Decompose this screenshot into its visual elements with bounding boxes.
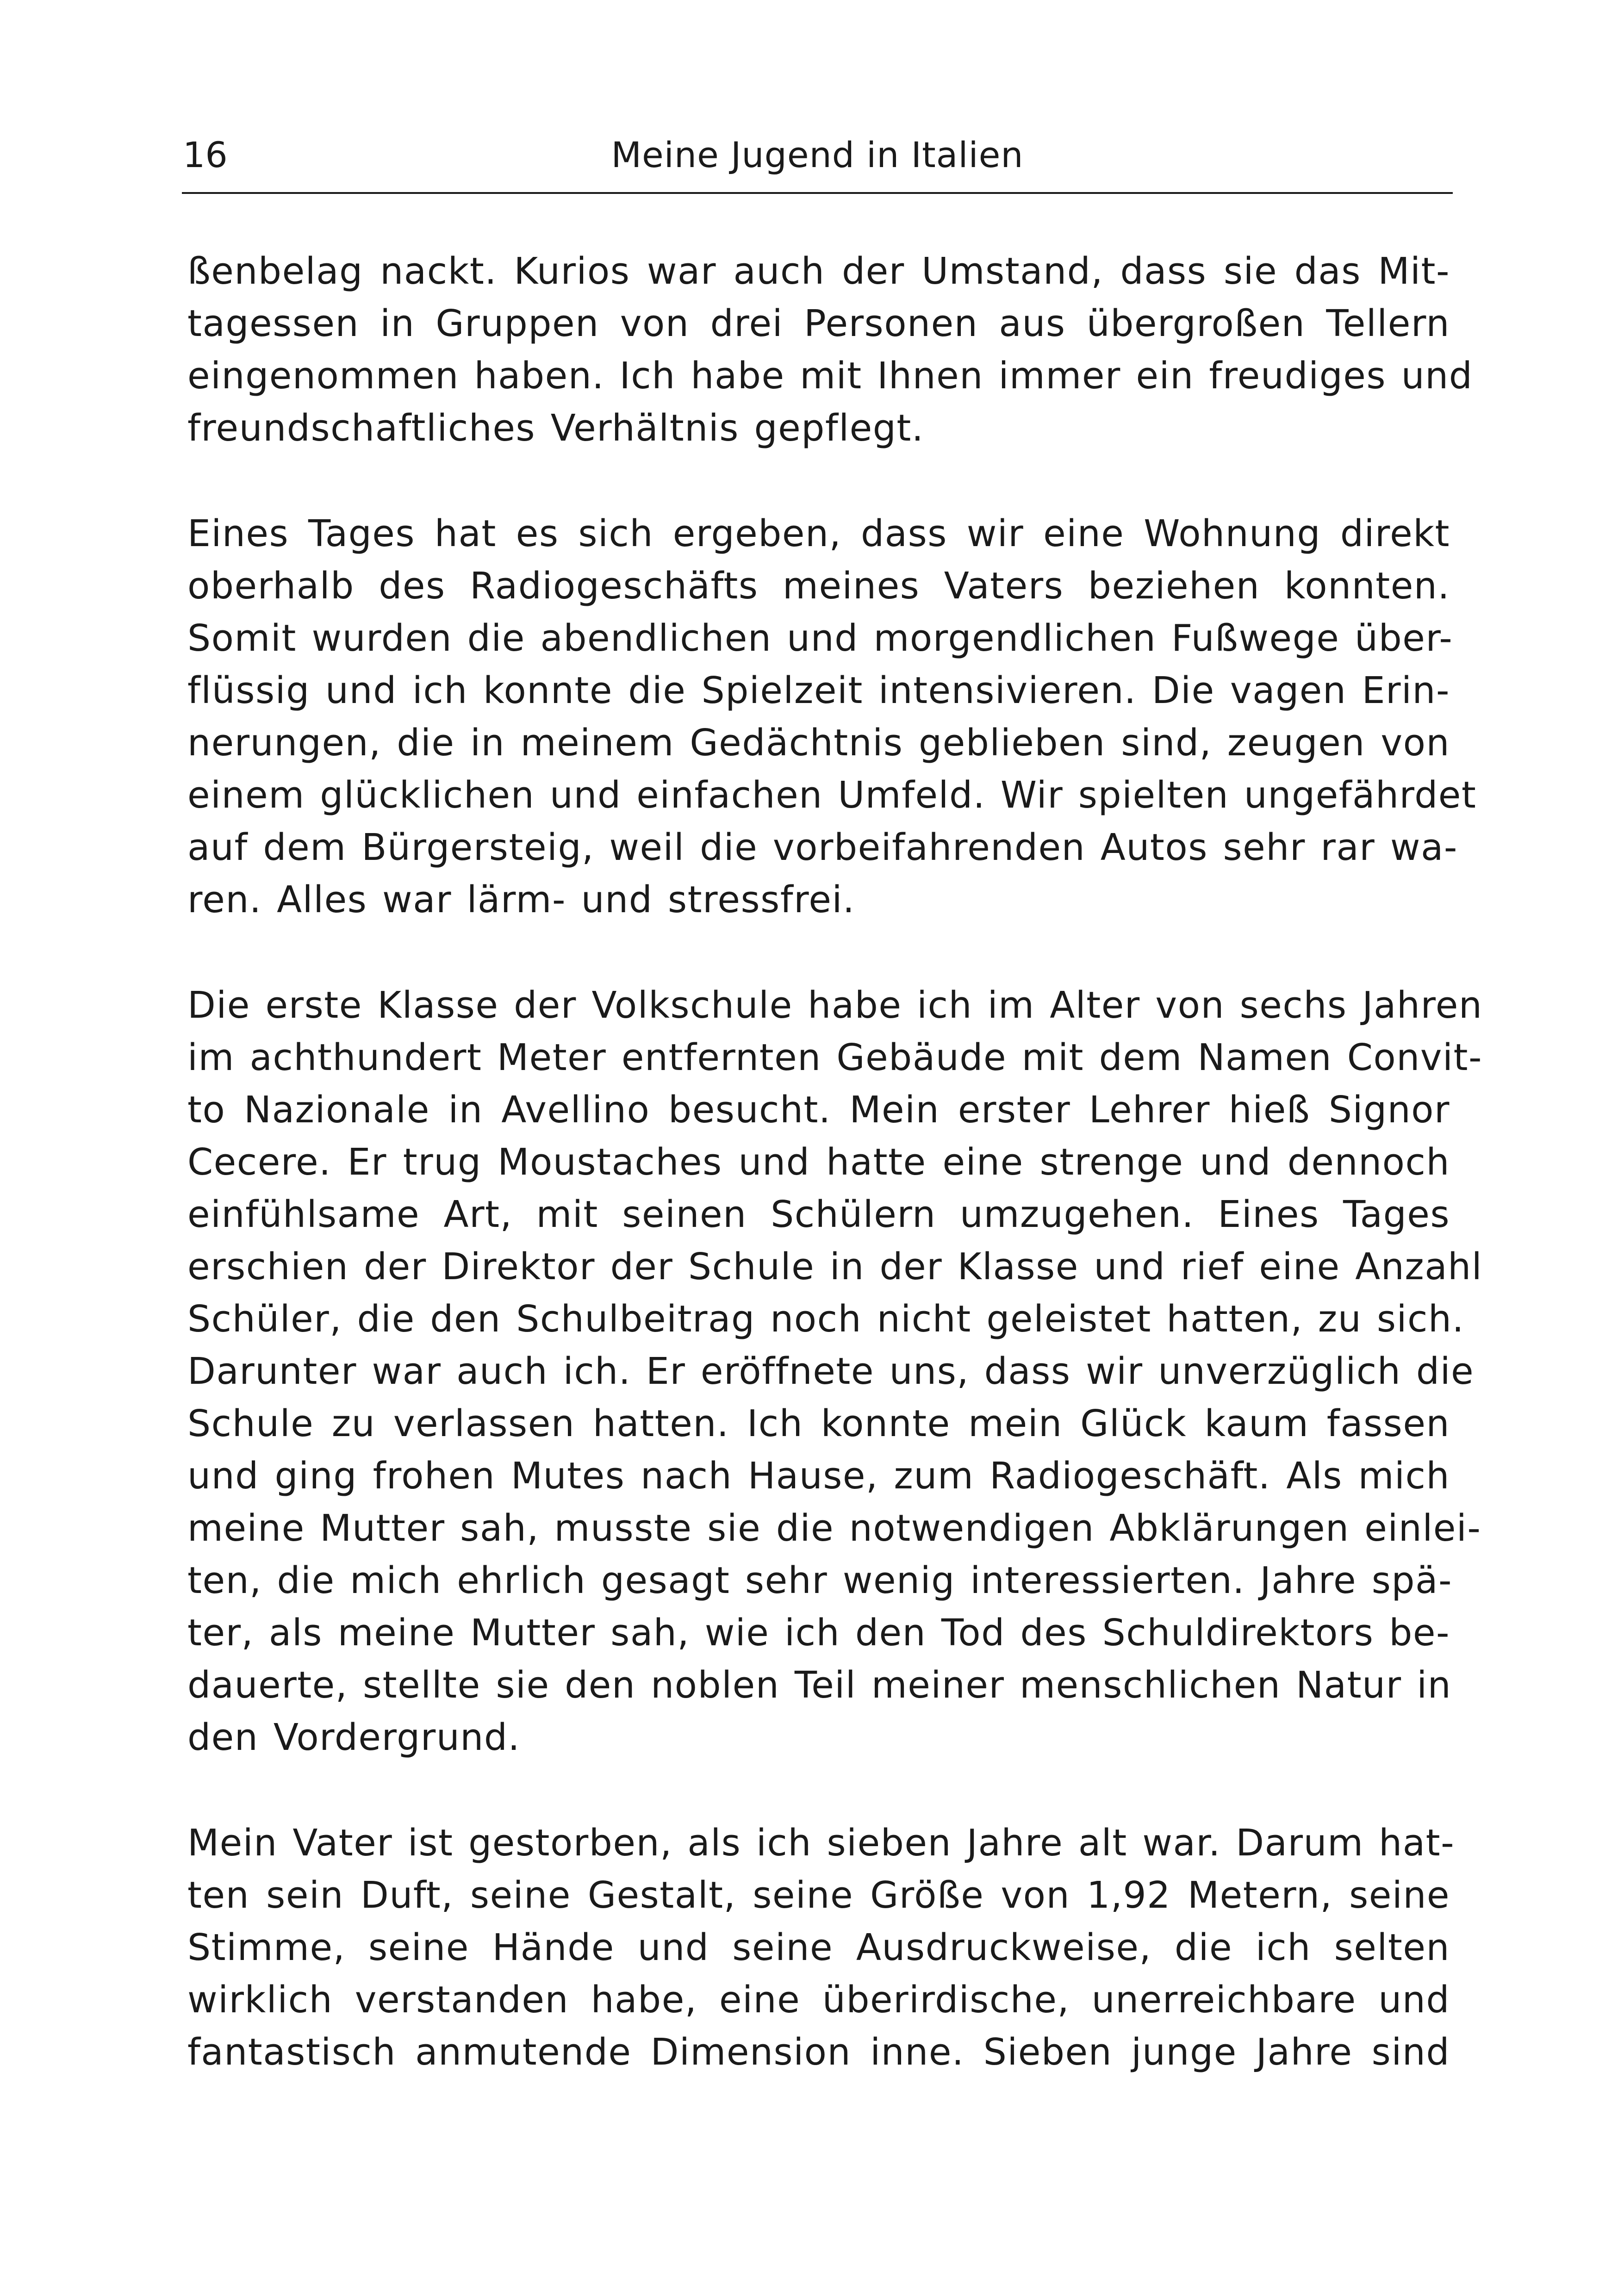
text-line: fantastisch anmutende Dimension inne. Sieben junge Jahre sind [187, 2031, 1450, 2073]
text-line: Darunter war auch ich. Er eröffnete uns, dass wir unverzüglich die [187, 1350, 1475, 1393]
text-line: tagessen in Gruppen von drei Personen aus übergroßen Tellern [187, 302, 1450, 345]
page-header [182, 130, 1453, 194]
text-line: Schüler, die den Schulbeitrag noch nicht geleistet hatten, zu sich. [187, 1298, 1465, 1340]
text-line: freundschaftliches Verhältnis gepflegt. [187, 407, 924, 449]
text-line: Somit wurden die abendlichen und morgendlichen Fußwege über- [187, 617, 1453, 660]
text-line: Die erste Klasse der Volkschule habe ich im Alter von sechs Jahren [187, 984, 1483, 1027]
text-line: ten, die mich ehrlich gesagt sehr wenig interessierten. Jahre spä- [187, 1559, 1452, 1602]
running-title: Meine Jugend in Italien [611, 134, 1024, 175]
text-line: und ging frohen Mutes nach Hause, zum Radiogeschäft. Als mich [187, 1455, 1450, 1497]
text-line: Schule zu verlassen hatten. Ich konnte mein Glück kaum fassen [187, 1402, 1450, 1445]
text-line: einfühlsame Art, mit seinen Schülern umzugehen. Eines Tages [187, 1193, 1450, 1236]
text-line: Eines Tages hat es sich ergeben, dass wir eine Wohnung direkt [187, 512, 1450, 555]
text-line: erschien der Direktor der Schule in der Klasse und rief eine Anzahl [187, 1245, 1483, 1288]
text-line: nerungen, die in meinem Gedächtnis geblieben sind, zeugen von [187, 722, 1450, 764]
page-number: 16 [183, 134, 228, 175]
text-line: auf dem Bürgersteig, weil die vorbeifahrenden Autos sehr rar wa- [187, 826, 1458, 869]
text-line: to Nazionale in Avellino besucht. Mein erster Lehrer hieß Signor [187, 1089, 1450, 1131]
text-line: meine Mutter sah, musste sie die notwendigen Abklärungen einlei- [187, 1507, 1481, 1549]
text-line: ten sein Duft, seine Gestalt, seine Größe von 1,92 Metern, seine [187, 1874, 1450, 1916]
body-text [187, 245, 1483, 2132]
text-line: ßenbelag nackt. Kurios war auch der Umstand, dass sie das Mit- [187, 250, 1450, 292]
paragraph-2 [187, 508, 1477, 926]
paragraph-1 [187, 245, 1473, 454]
text-line: Cecere. Er trug Moustaches und hatte eine strenge und dennoch [187, 1141, 1450, 1183]
text-line: den Vordergrund. [187, 1716, 521, 1759]
paragraph-3 [187, 979, 1483, 1764]
text-line: oberhalb des Radiogeschäfts meines Vaters beziehen konnten. [187, 565, 1450, 607]
text-line: flüssig und ich konnte die Spielzeit intensivieren. Die vagen Erin- [187, 669, 1450, 712]
text-line: im achthundert Meter entfernten Gebäude mit dem Namen Convit- [187, 1036, 1482, 1079]
paragraph-4 [187, 1817, 1455, 2078]
text-line: dauerte, stellte sie den noblen Teil meiner menschlichen Natur in [187, 1664, 1452, 1706]
text-line: eingenommen haben. Ich habe mit Ihnen immer ein freudiges und [187, 355, 1473, 397]
text-line: ter, als meine Mutter sah, wie ich den Tod des Schuldirektors be- [187, 1612, 1450, 1654]
text-line: wirklich verstanden habe, eine überirdische, unerreichbare und [187, 1979, 1450, 2021]
text-line: einem glücklichen und einfachen Umfeld. Wir spielten ungefährdet [187, 774, 1477, 816]
text-line: Stimme, seine Hände und seine Ausdruckweise, die ich selten [187, 1926, 1450, 1969]
text-line: Mein Vater ist gestorben, als ich sieben Jahre alt war. Darum hat- [187, 1822, 1455, 1864]
text-line: ren. Alles war lärm- und stressfrei. [187, 878, 855, 921]
